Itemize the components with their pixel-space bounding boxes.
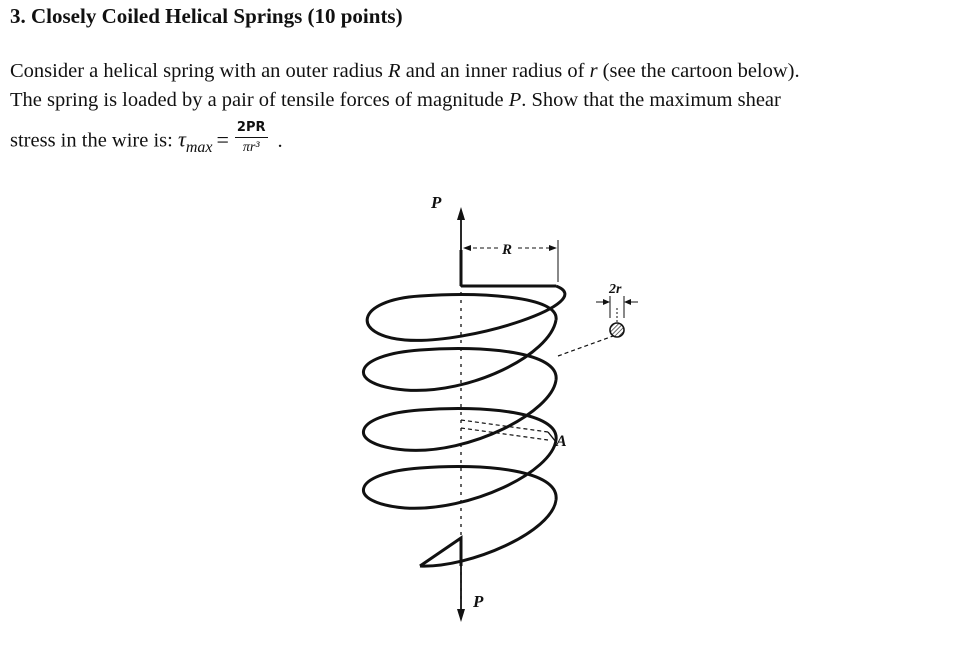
label-R: R [502,242,513,258]
label-2r: 2r [609,282,622,297]
label-p-bottom: P [473,592,484,611]
formula-numerator: 2PR [235,120,268,138]
formula-denominator: πr³ [242,140,260,155]
var-r: r [589,60,598,82]
var-P: P [508,89,522,111]
line3-text-a: stress in the wire is: [10,129,178,152]
diameter-dimension [596,296,638,318]
line1-text-c: (see the cartoon below). [597,60,800,82]
line1-text-a: Consider a helical spring with an outer radius [10,60,389,82]
formula-subscript: max [185,138,213,156]
line1-text-b: and an inner radius of [400,60,590,82]
formula-equals: = [216,126,229,152]
spring-coils [363,286,564,566]
label-A: A [556,433,567,450]
line2-text-a: The spring is loaded by a pair of tensile forces of magnitude [10,89,509,111]
cross-section-leader [558,336,613,356]
wire-cross-section [610,308,624,337]
formula-trailing: . [277,129,283,152]
problem-heading: 3. Closely Coiled Helical Springs (10 points) [10,4,403,28]
formula-tau: τ [177,126,186,152]
bottom-load-arrow [457,566,465,622]
label-p-top: P [431,193,442,212]
var-R: R [388,60,401,82]
line2-text-b: . Show that the maximum shear [521,89,781,111]
